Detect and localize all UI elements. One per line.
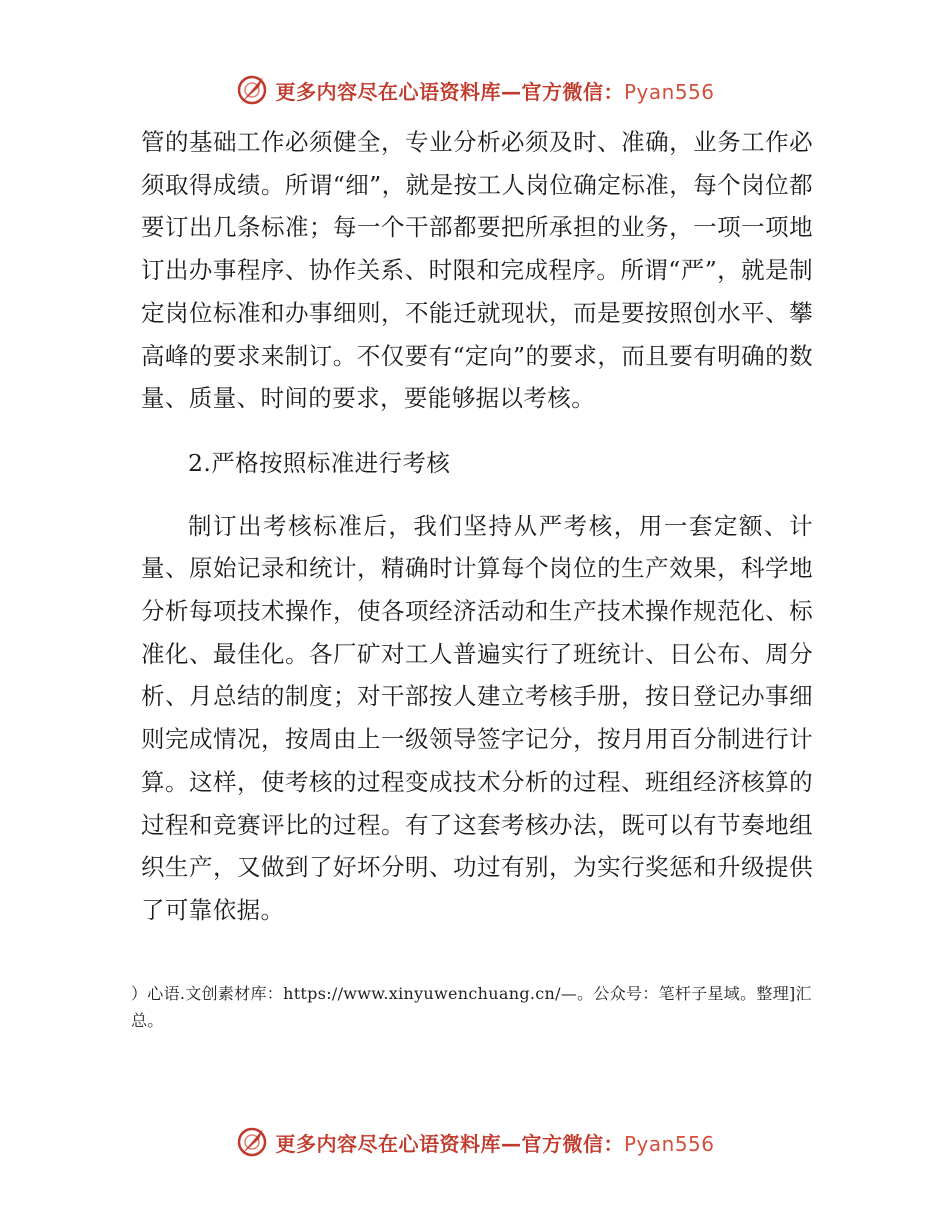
document-body: [141, 121, 813, 932]
section-heading: 2.严格按照标准进行考核: [188, 448, 451, 477]
header-watermark: [0, 70, 950, 110]
paragraph-2: 制订出考核标准后，我们坚持从严考核，用一套定额、计量、原始记录和统计，精确时计算每个岗位的生产效果，科学地分析每项技术操作，使各项经济活动和生产技术操作规范化、标准化、最佳化。各厂矿对工人普遍实行了班统计、日公布、周分析、月总结的制度；对干部按人建立考核手册，按日登记办事细则完成情况，按周由上一级领导签字记分，按月用百分制进行计算。这样，使考核的过程变成技术分析的过程、班组经济核算的过程和竞赛评比的过程。有了这套考核办法，既可以有节奏地组织生产，又做到了好坏分明、功过有别，为实行奖惩和升级提供了可靠依据。: [141, 511, 813, 924]
watermark-handle: Pyan556: [623, 1131, 715, 1156]
quill-logo-icon: [235, 73, 269, 107]
quill-logo-icon: [235, 1125, 269, 1159]
paragraph-1: 管的基础工作必须健全，专业分析必须及时、准确，业务工作必须取得成绩。所谓“细”，就是按工人岗位确定标准，每个岗位都要订出几条标准；每一个干部都要把所承担的业务，一项一项地订出办事程序、协作关系、时限和完成程序。所谓“严”，就是制定岗位标准和办事细则，不能迁就现状，而是要按照创水平、攀高峰的要求来制订。不仅要有“定向”的要求，而且要有明确的数量、质量、时间的要求，要能够据以考核。: [141, 128, 813, 413]
watermark-text: 更多内容尽在心语资料库—官方微信：Pyan556: [275, 79, 715, 104]
footer-watermark: [0, 1122, 950, 1162]
watermark-text: 更多内容尽在心语资料库—官方微信：Pyan556: [275, 1131, 715, 1156]
footnote: ）心语.文创素材库：https://www.xinyuwenchuang.cn/—。公众号：笔杆子星域。整理]汇总。: [131, 984, 812, 1030]
watermark-handle: Pyan556: [623, 79, 715, 104]
